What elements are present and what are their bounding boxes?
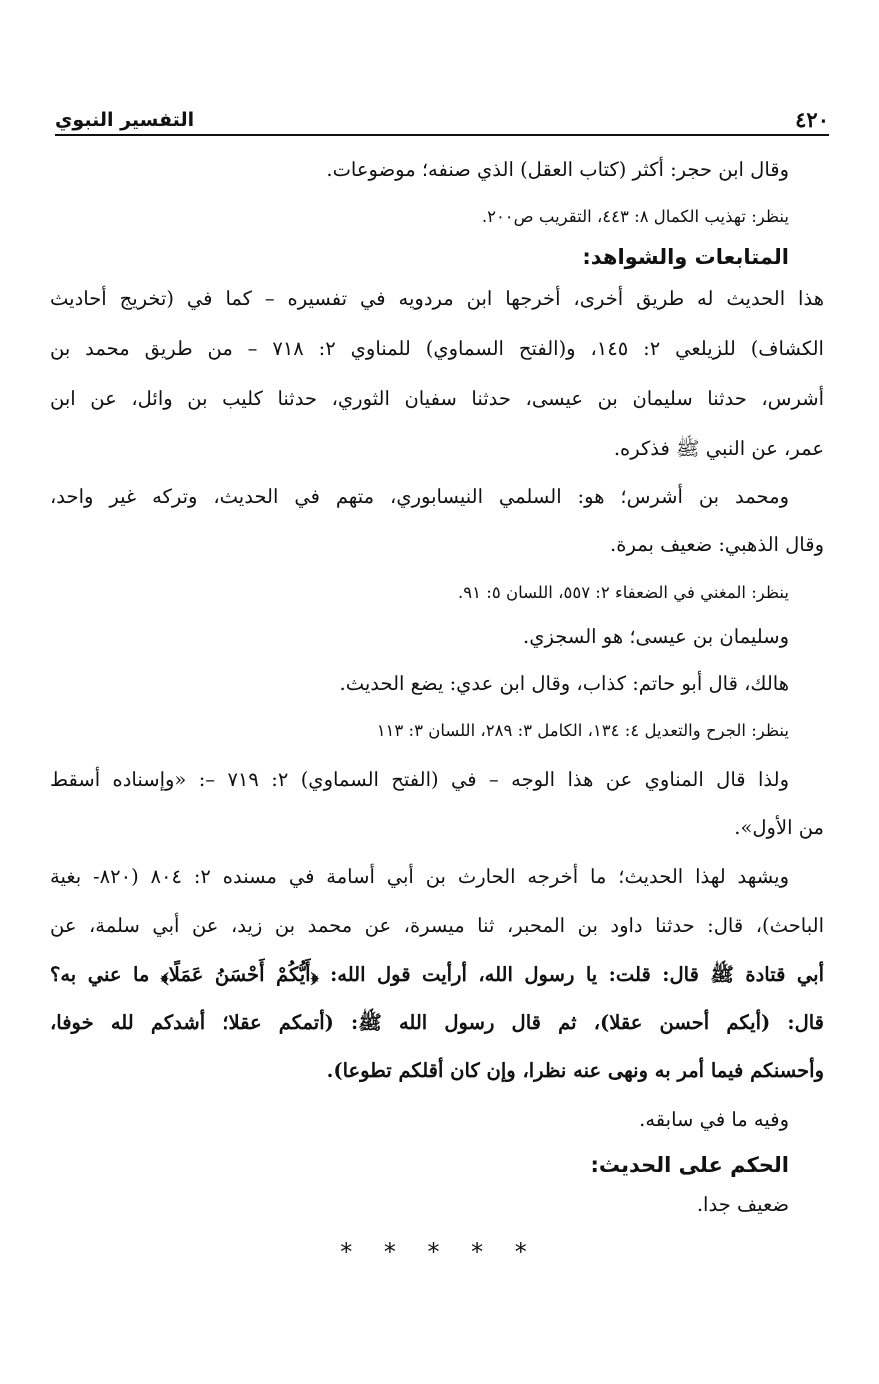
footnote-reference: ينظر: الجرح والتعديل ٤: ١٣٤، الكامل ٣: ٢٨٩، اللسان ٣: ١١٣ [376, 721, 789, 740]
footnote-reference: ينظر: المغني في الضعفاء ٢: ٥٥٧، اللسان ٥: ٩١. [458, 583, 789, 602]
text-line: ضعيف جدا. [696, 1193, 789, 1216]
text-line: وقال ابن حجر: أكثر (كتاب العقل) الذي صنفه؛ موضوعات. [326, 158, 789, 181]
page-header [55, 100, 829, 136]
footnote-reference: ينظر: تهذيب الكمال ٨: ٤٤٣، التقريب ص٢٠٠. [481, 207, 789, 226]
running-title: التفسير النبوي [55, 109, 195, 131]
text-line: عمر، عن النبي ﷺ فذكره. [613, 437, 824, 460]
text-line: هالك، قال أبو حاتم: كذاب، وقال ابن عدي: يضع الحديث. [339, 672, 789, 695]
section-separator: * * * * * [340, 1238, 539, 1266]
text-line: الباحث)، قال: حدثنا داود بن المحبر، ثنا ميسرة، عن محمد بن زيد، عن أبي سلمة، عن [50, 914, 824, 937]
text-line: ومحمد بن أشرس؛ هو: السلمي النيسابوري، متهم في الحديث، وتركه غير واحد، [50, 485, 789, 508]
text-line: من الأول». [734, 816, 824, 839]
text-line: وقال الذهبي: ضعيف بمرة. [610, 533, 824, 556]
text-line: الكشاف) للزيلعي ٢: ١٤٥، و(الفتح السماوي) للمناوي ٢: ٧١٨ – من طريق محمد بن [50, 337, 824, 360]
text-line: وسليمان بن عيسى؛ هو السجزي. [523, 625, 789, 648]
text-line: وأحسنكم فيما أمر به ونهى عنه نظرا، وإن كان أقلكم تطوعا). [326, 1059, 824, 1082]
text-line: وفيه ما في سابقه. [639, 1108, 789, 1131]
text-line: أشرس، حدثنا سليمان بن عيسى، حدثنا سفيان الثوري، حدثنا كليب بن وائل، عن ابن [50, 387, 824, 410]
text-line: هذا الحديث له طريق أخرى، أخرجها ابن مردويه في تفسيره – كما في (تخريج أحاديث [50, 287, 824, 310]
section-heading: الحكم على الحديث: [590, 1153, 789, 1177]
text-line: أبي قتادة ﷺ قال: قلت: يا رسول الله، أرأيت قول الله: ﴿أَيُّكُمْ أَحْسَنُ عَمَلًا﴾ ما عني به؟ [50, 963, 824, 986]
text-line: ويشهد لهذا الحديث؛ ما أخرجه الحارث بن أبي أسامة في مسنده ٢: ٨٠٤ (٨٢٠- بغية [50, 865, 789, 888]
section-heading: المتابعات والشواهد: [582, 245, 789, 269]
page-number: ٤٢٠ [795, 107, 829, 132]
text-line: قال: (أيكم أحسن عقلا)، ثم قال رسول الله ﷺ: (أتمكم عقلا؛ أشدكم لله خوفا، [50, 1011, 824, 1034]
text-line: ولذا قال المناوي عن هذا الوجه – في (الفتح السماوي) ٢: ٧١٩ –: «وإسناده أسقط [50, 768, 789, 791]
